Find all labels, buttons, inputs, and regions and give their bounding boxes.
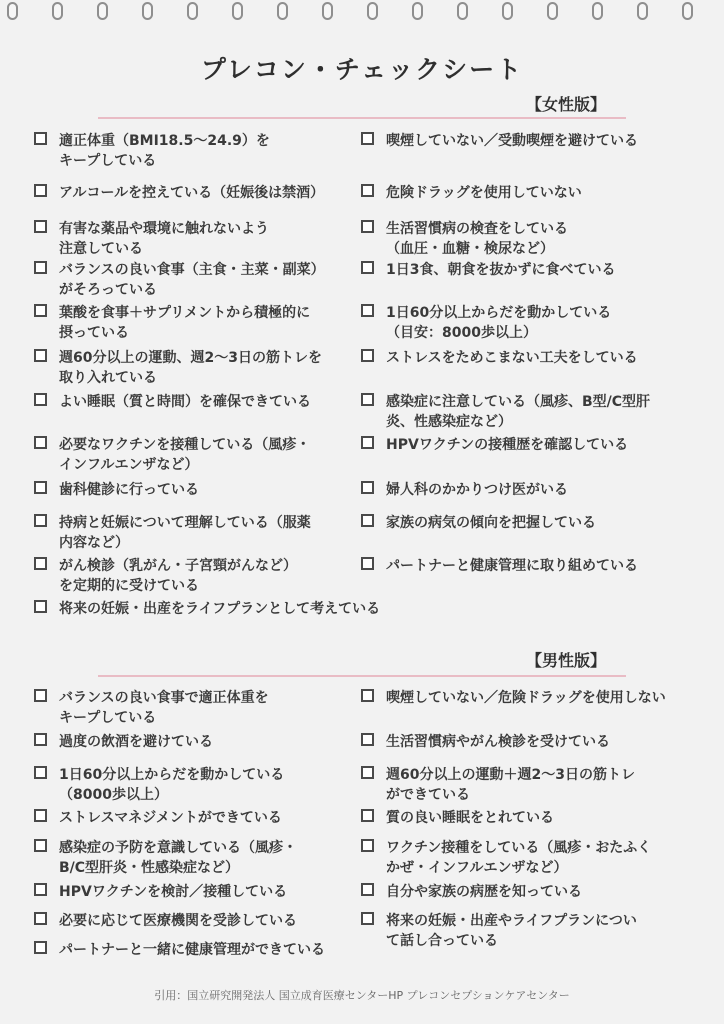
checkbox[interactable] (361, 184, 374, 197)
check-item-label: パートナーと一緒に健康管理ができている (59, 942, 325, 958)
checkbox[interactable] (34, 349, 47, 362)
checkbox[interactable] (34, 436, 47, 449)
check-item-label: 家族の病気の傾向を把握している (386, 515, 596, 531)
check-item-label: 感染症の予防を意識している（風疹・ B/C型肝炎・性感染症など） (59, 840, 297, 876)
female-check-item[interactable] (34, 131, 350, 171)
male-check-item[interactable] (34, 882, 350, 902)
female-check-item[interactable] (361, 131, 701, 151)
checkbox[interactable] (34, 132, 47, 145)
female-section-label: 【女性版】 (525, 95, 606, 114)
female-check-item[interactable] (361, 303, 701, 343)
female-check-item[interactable] (361, 392, 701, 432)
check-item-label: 有害な薬品や環境に触れないよう 注意している (59, 221, 269, 257)
check-item-label: よい睡眠（質と時間）を確保できている (59, 394, 311, 410)
female-check-item[interactable] (34, 435, 350, 475)
check-item-label: 喫煙していない／受動喫煙を避けている (386, 133, 638, 149)
female-check-item[interactable] (361, 348, 701, 368)
female-check-item[interactable] (34, 480, 350, 500)
female-check-item[interactable] (34, 392, 350, 412)
check-item-label: 週60分以上の運動、週2〜3日の筋トレを 取り入れている (59, 350, 322, 386)
male-check-item[interactable] (361, 911, 701, 951)
checkbox[interactable] (34, 184, 47, 197)
checkbox[interactable] (34, 261, 47, 274)
checkbox[interactable] (34, 883, 47, 896)
check-item-label: 1日60分以上からだを動かしている （8000歩以上） (59, 767, 285, 803)
male-check-item[interactable] (361, 688, 701, 708)
male-check-item[interactable] (34, 940, 350, 960)
check-item-label: ワクチン接種をしている（風疹・おたふく かぜ・インフルエンザなど） (386, 840, 652, 876)
checkbox[interactable] (361, 883, 374, 896)
page-title: プレコン・チェックシート (200, 55, 524, 84)
check-item-label: アルコールを控えている（妊娠後は禁酒） (59, 185, 325, 201)
male-check-item[interactable] (361, 882, 701, 902)
check-item-label: 必要に応じて医療機関を受診している (59, 913, 297, 929)
binder-ring (7, 2, 18, 20)
check-item-label: 婦人科のかかりつけ医がいる (386, 482, 568, 498)
check-item-label: 必要なワクチンを接種している（風疹・ インフルエンザなど） (59, 437, 311, 473)
checkbox[interactable] (34, 839, 47, 852)
female-check-item[interactable] (34, 183, 350, 203)
check-item-label: 将来の妊娠・出産をライフプランとして考えている (59, 601, 381, 617)
check-item-label: HPVワクチンの接種歴を確認している (386, 437, 629, 453)
binder-ring (637, 2, 648, 20)
checkbox[interactable] (361, 839, 374, 852)
check-item-label: 1日3食、朝食を抜かずに食べている (386, 262, 616, 278)
check-item-label: HPVワクチンを検討／接種している (59, 884, 288, 900)
check-item-label: がん検診（乳がん・子宮頸がんなど） を定期的に受けている (59, 558, 297, 594)
binder-ring (232, 2, 243, 20)
check-item-label: バランスの良い食事（主食・主菜・副菜） がそろっている (59, 262, 325, 298)
check-item-label: パートナーと健康管理に取り組めている (386, 558, 638, 574)
check-item-label: ストレスをためこまない工夫をしている (386, 350, 638, 366)
binder-ring (322, 2, 333, 20)
male-check-item[interactable] (34, 808, 350, 828)
male-check-item[interactable] (361, 808, 701, 828)
checkbox[interactable] (34, 809, 47, 822)
checkbox[interactable] (361, 481, 374, 494)
checkbox[interactable] (34, 393, 47, 406)
check-item-label: 週60分以上の運動＋週2〜3日の筋トレ ができている (386, 767, 635, 803)
check-item-label: 歯科健診に行っている (59, 482, 199, 498)
checkbox[interactable] (361, 912, 374, 925)
binder-ring (412, 2, 423, 20)
female-check-item[interactable] (34, 303, 350, 343)
female-check-item[interactable] (361, 435, 701, 455)
check-item-label: 感染症に注意している（風疹、B型/C型肝 炎、性感染症など） (386, 394, 651, 430)
binder-ring (52, 2, 63, 20)
checkbox[interactable] (34, 766, 47, 779)
citation-note: 引用：国立研究開発法人 国立成育医療センターHP プレコンセプションケアセンター (154, 989, 570, 1002)
binder-ring (682, 2, 693, 20)
binder-ring (277, 2, 288, 20)
binder-ring (457, 2, 468, 20)
check-item-label: 適正体重（BMI18.5〜24.9）を キープしている (59, 133, 270, 169)
female-check-item[interactable] (361, 260, 701, 280)
female-check-item[interactable] (361, 556, 701, 576)
check-item-label: 自分や家族の病歴を知っている (386, 884, 582, 900)
checkbox[interactable] (361, 261, 374, 274)
check-item-label: 生活習慣病の検査をしている （血圧・血糖・検尿など） (386, 221, 568, 257)
male-check-item[interactable] (34, 765, 350, 805)
female-divider (98, 117, 626, 119)
male-check-item[interactable] (34, 732, 350, 752)
check-item-label: 持病と妊娠について理解している（服薬 内容など） (59, 515, 311, 551)
checkbox[interactable] (361, 393, 374, 406)
check-item-label: バランスの良い食事で適正体重を キープしている (59, 690, 269, 726)
male-check-item[interactable] (361, 838, 701, 878)
checkbox[interactable] (361, 689, 374, 702)
checkbox[interactable] (34, 600, 47, 613)
male-section-label: 【男性版】 (525, 651, 606, 670)
binder-ring (502, 2, 513, 20)
check-item-label: ストレスマネジメントができている (59, 810, 282, 826)
checkbox[interactable] (34, 514, 47, 527)
checkbox[interactable] (34, 304, 47, 317)
female-check-item[interactable] (361, 480, 701, 500)
female-check-item[interactable] (34, 260, 350, 300)
check-item-label: 1日60分以上からだを動かしている （目安：8000歩以上） (386, 305, 612, 341)
binder-ring (592, 2, 603, 20)
checkbox[interactable] (361, 349, 374, 362)
female-check-item[interactable] (361, 513, 701, 533)
checkbox[interactable] (34, 912, 47, 925)
checkbox[interactable] (361, 304, 374, 317)
female-check-item[interactable] (34, 599, 434, 619)
checkbox[interactable] (361, 557, 374, 570)
male-check-item[interactable] (361, 732, 701, 752)
female-check-item[interactable] (34, 556, 350, 596)
binder-ring (547, 2, 558, 20)
binder-ring (97, 2, 108, 20)
checkbox[interactable] (34, 733, 47, 746)
checkbox[interactable] (361, 766, 374, 779)
checkbox[interactable] (361, 809, 374, 822)
checkbox[interactable] (34, 481, 47, 494)
checkbox[interactable] (361, 220, 374, 233)
female-check-item[interactable] (34, 348, 350, 388)
male-divider (98, 675, 626, 677)
male-check-item[interactable] (361, 765, 701, 805)
check-item-label: 質の良い睡眠をとれている (386, 810, 554, 826)
check-item-label: 過度の飲酒を避けている (59, 734, 213, 750)
female-check-item[interactable] (34, 513, 350, 553)
binder-ring (142, 2, 153, 20)
female-check-item[interactable] (361, 219, 701, 259)
checkbox[interactable] (34, 220, 47, 233)
checkbox[interactable] (361, 733, 374, 746)
checkbox[interactable] (361, 514, 374, 527)
check-item-label: 将来の妊娠・出産やライフプランについ て話し合っている (386, 913, 637, 949)
check-item-label: 葉酸を食事＋サプリメントから積極的に 摂っている (59, 305, 311, 341)
male-check-item[interactable] (34, 911, 350, 931)
check-item-label: 生活習慣病やがん検診を受けている (386, 734, 610, 750)
female-check-item[interactable] (34, 219, 350, 259)
checkbox[interactable] (34, 557, 47, 570)
male-check-item[interactable] (34, 688, 350, 728)
checkbox[interactable] (361, 436, 374, 449)
male-check-item[interactable] (34, 838, 350, 878)
checkbox[interactable] (34, 689, 47, 702)
checkbox[interactable] (361, 132, 374, 145)
female-check-item[interactable] (361, 183, 701, 203)
check-item-label: 喫煙していない／危険ドラッグを使用しない (386, 690, 666, 706)
binder-rings (0, 0, 724, 22)
check-item-label: 危険ドラッグを使用していない (386, 185, 582, 201)
binder-ring (187, 2, 198, 20)
checkbox[interactable] (34, 941, 47, 954)
binder-ring (367, 2, 378, 20)
